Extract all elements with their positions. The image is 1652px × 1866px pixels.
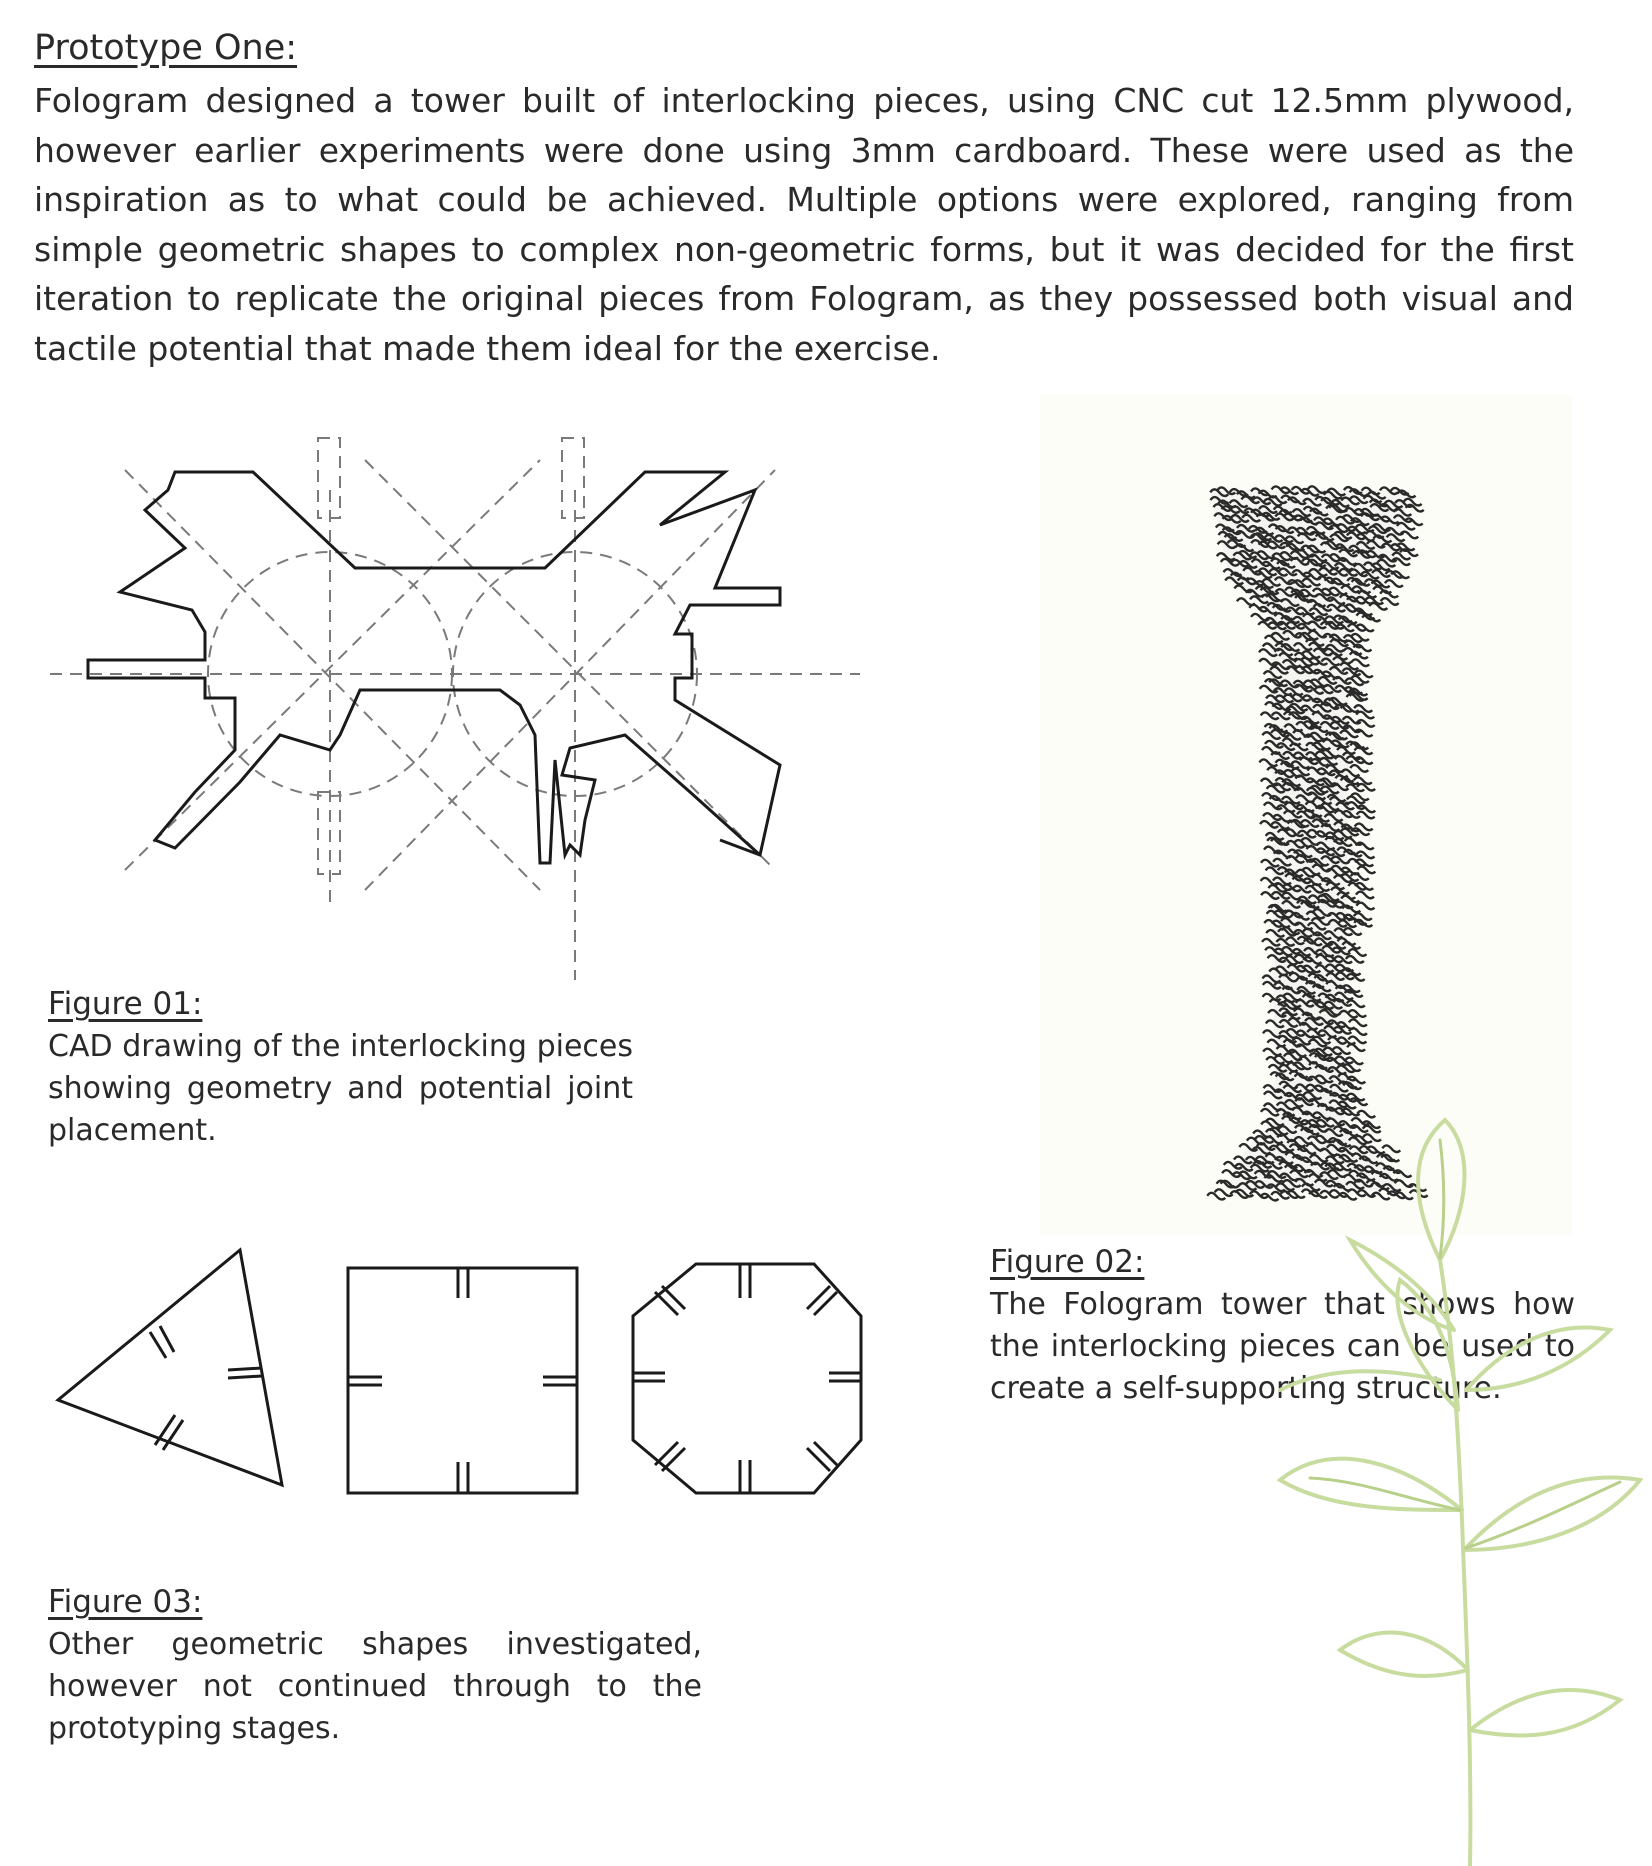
figure-01-text: CAD drawing of the interlocking pieces showing geometry and potential joint placement. <box>48 1029 633 1148</box>
tower-lattice-stroke <box>1353 645 1371 652</box>
tower-lattice-stroke <box>1346 784 1364 791</box>
tower-lattice-stroke <box>1357 867 1375 874</box>
tower-lattice-stroke <box>1350 652 1368 659</box>
figure-01-caption <box>48 986 633 1152</box>
tower-lattice-stroke <box>1347 1044 1365 1051</box>
tower-lattice-stroke <box>1406 505 1424 512</box>
tower-lattice-stroke <box>1351 873 1369 880</box>
square-shape <box>348 1268 577 1493</box>
figure-01-title: Figure 01: <box>48 986 203 1022</box>
figure-03-shapes <box>40 1240 870 1510</box>
tower-lattice-stroke <box>1356 712 1374 719</box>
plant-illustration <box>1240 1110 1650 1866</box>
tower-lattice-stroke <box>1350 765 1368 772</box>
tower-lattice-stroke <box>1357 784 1375 791</box>
tower-lattice-stroke <box>1348 949 1366 956</box>
tower-lattice-stroke <box>1349 1019 1367 1026</box>
tower-lattice-stroke <box>1215 1189 1233 1196</box>
figure-02-text: The Fologram tower that shows how the interlocking pieces can be used to create a self-supporting structure. <box>990 1287 1575 1406</box>
tower-lattice-stroke <box>1346 956 1364 963</box>
tower-lattice-stroke <box>1207 1193 1225 1200</box>
intro-paragraph: Fologram designed a tower built of interlocking pieces, using CNC cut 12.5mm plywood, however earlier experiments were done using 3mm cardboard. These were used as the inspiration as to what could be achieved. Multiple options were explored, ranging from simple geometric shapes to complex non-geometric forms, but it was decided for the first iteration to replicate the original pieces from Fologram, as they possessed both visual and tactile potential that made them ideal for the exercise. <box>34 81 1574 368</box>
tower-lattice-stroke <box>1351 659 1369 666</box>
octagon-shape <box>633 1264 861 1493</box>
tower-lattice-stroke <box>1349 1028 1367 1035</box>
tower-lattice-stroke <box>1400 532 1418 539</box>
figure-01-cad-drawing <box>0 420 900 1000</box>
tower-lattice-stroke <box>1348 1037 1366 1044</box>
figure-03-caption <box>48 1584 702 1750</box>
tower-lattice-stroke <box>1356 903 1374 910</box>
tower-lattice-stroke <box>1356 892 1374 899</box>
figure-02-title: Figure 02: <box>990 1244 1145 1280</box>
section-heading: Prototype One: <box>34 28 298 68</box>
figure-03-title: Figure 03: <box>48 1584 203 1620</box>
figure-03-text: Other geometric shapes investigated, however not continued through to the prototyping stages. <box>48 1627 702 1746</box>
